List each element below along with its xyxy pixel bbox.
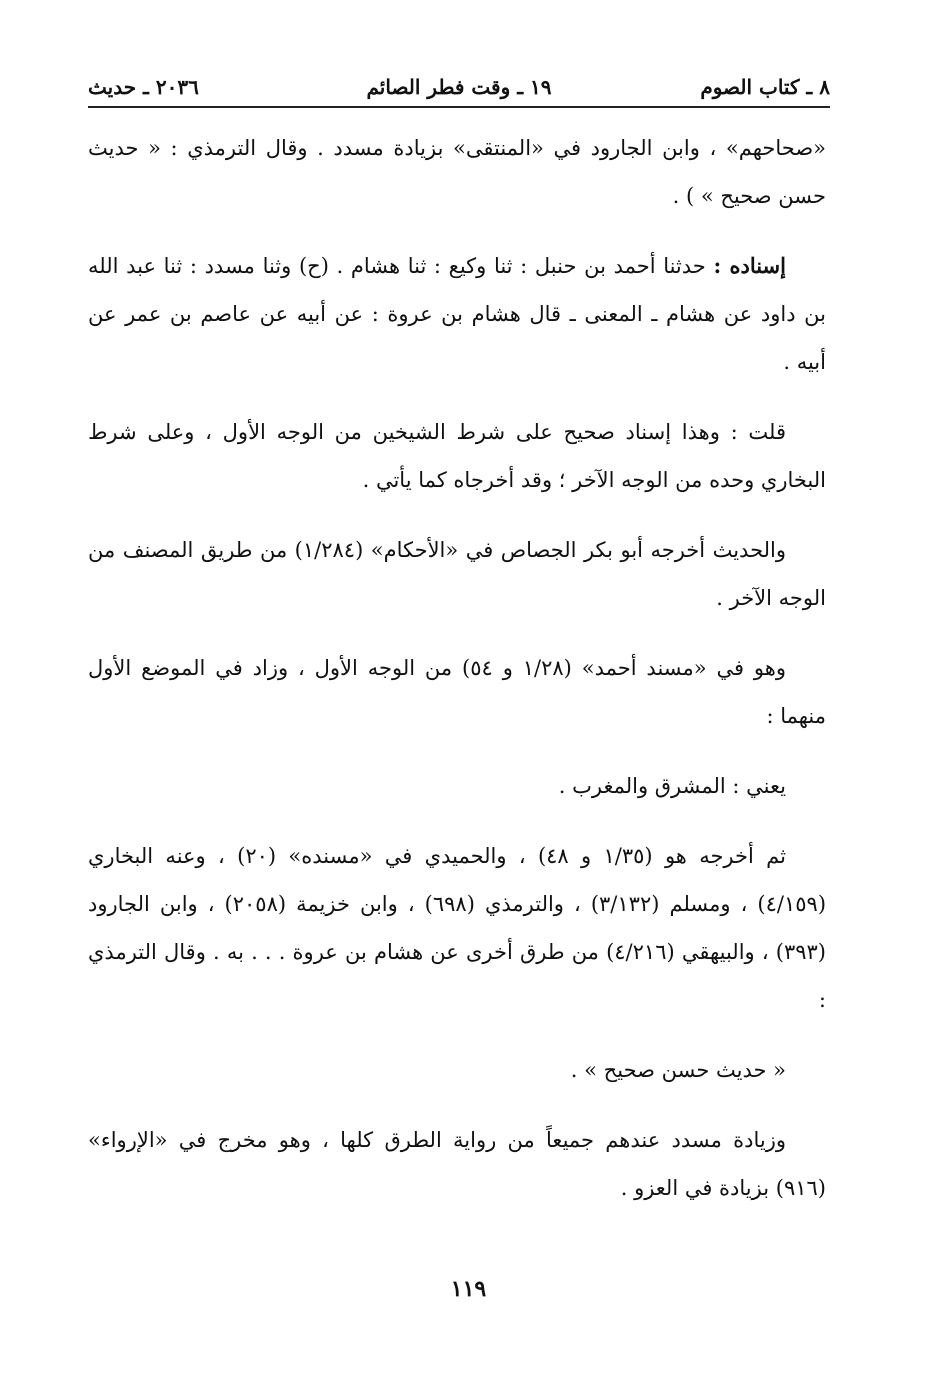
paragraph-1 — [88, 124, 826, 220]
paragraph-9-text: وزيادة مسدد عندهم جميعاً من رواية الطرق كلها ، وهو مخرج في «الإرواء» (٩١٦) بزيادة في العزو . — [88, 1128, 826, 1200]
paragraph-7-text: ثم أخرجه هو (١/٣٥ و ٤٨) ، والحميدي في «مسنده» (٢٠) ، وعنه البخاري (٤/١٥٩) ، ومسلم (٣/١٣٢) ، والترمذي (٦٩٨) ، وابن خزيمة (٢٠٥٨) ، وابن الجارود (٣٩٣) ، والبيهقي (٤/٢١٦) من طرق أخرى عن هشام بن عروة . . . به . وقال الترمذي : — [88, 844, 827, 1012]
paragraph-5-text: وهو في «مسند أحمد» (١/٢٨ و ٥٤) من الوجه الأول ، وزاد في الموضع الأول منهما : — [88, 656, 826, 728]
paragraph-8-text: « حديث حسن صحيح » . — [570, 1058, 786, 1082]
header-chapter-title: ١٩ ـ وقت فطر الصائم — [366, 75, 552, 99]
header-book-title: ٨ ـ كتاب الصوم — [700, 75, 830, 99]
paragraph-3 — [88, 408, 826, 504]
paragraph-4-text: والحديث أخرجه أبو بكر الجصاص في «الأحكام» (١/٢٨٤) من طريق المصنف من الوجه الآخر . — [88, 538, 826, 610]
paragraph-2-lead: إسناده : — [713, 253, 786, 278]
header-divider — [88, 106, 830, 108]
header-hadith-number: ٢٠٣٦ ـ حديث — [88, 75, 199, 99]
paragraph-2-text: حدثنا أحمد بن حنبل : ثنا وكيع : ثنا هشام . (ح) وثنا مسدد : ثنا عبد الله بن داود عن هشام ـ المعنى ـ قال هشام بن عروة : عن أبيه عن عاصم بن عمر عن أبيه . — [88, 254, 826, 374]
paragraph-5 — [88, 644, 826, 740]
running-header — [88, 72, 830, 106]
paragraph-3-text: قلت : وهذا إسناد صحيح على شرط الشيخين من الوجه الأول ، وعلى شرط البخاري وحده من الوجه الآخر ؛ وقد أخرجاه كما يأتي . — [88, 420, 826, 492]
main-text — [88, 124, 826, 1234]
paragraph-8-quote — [88, 1046, 826, 1094]
paragraph-7 — [88, 832, 826, 1024]
paragraph-2 — [88, 242, 826, 386]
paragraph-6-text: يعني : المشرق والمغرب . — [558, 774, 786, 798]
paragraph-1-text: «صحاحهم» ، وابن الجارود في «المنتقى» بزيادة مسدد . وقال الترمذي : « حديث حسن صحيح » ) . — [88, 136, 826, 208]
paragraph-4 — [88, 526, 826, 622]
paragraph-9 — [88, 1116, 826, 1212]
paragraph-6 — [88, 762, 826, 810]
page-number: ١١٩ — [450, 1276, 487, 1302]
